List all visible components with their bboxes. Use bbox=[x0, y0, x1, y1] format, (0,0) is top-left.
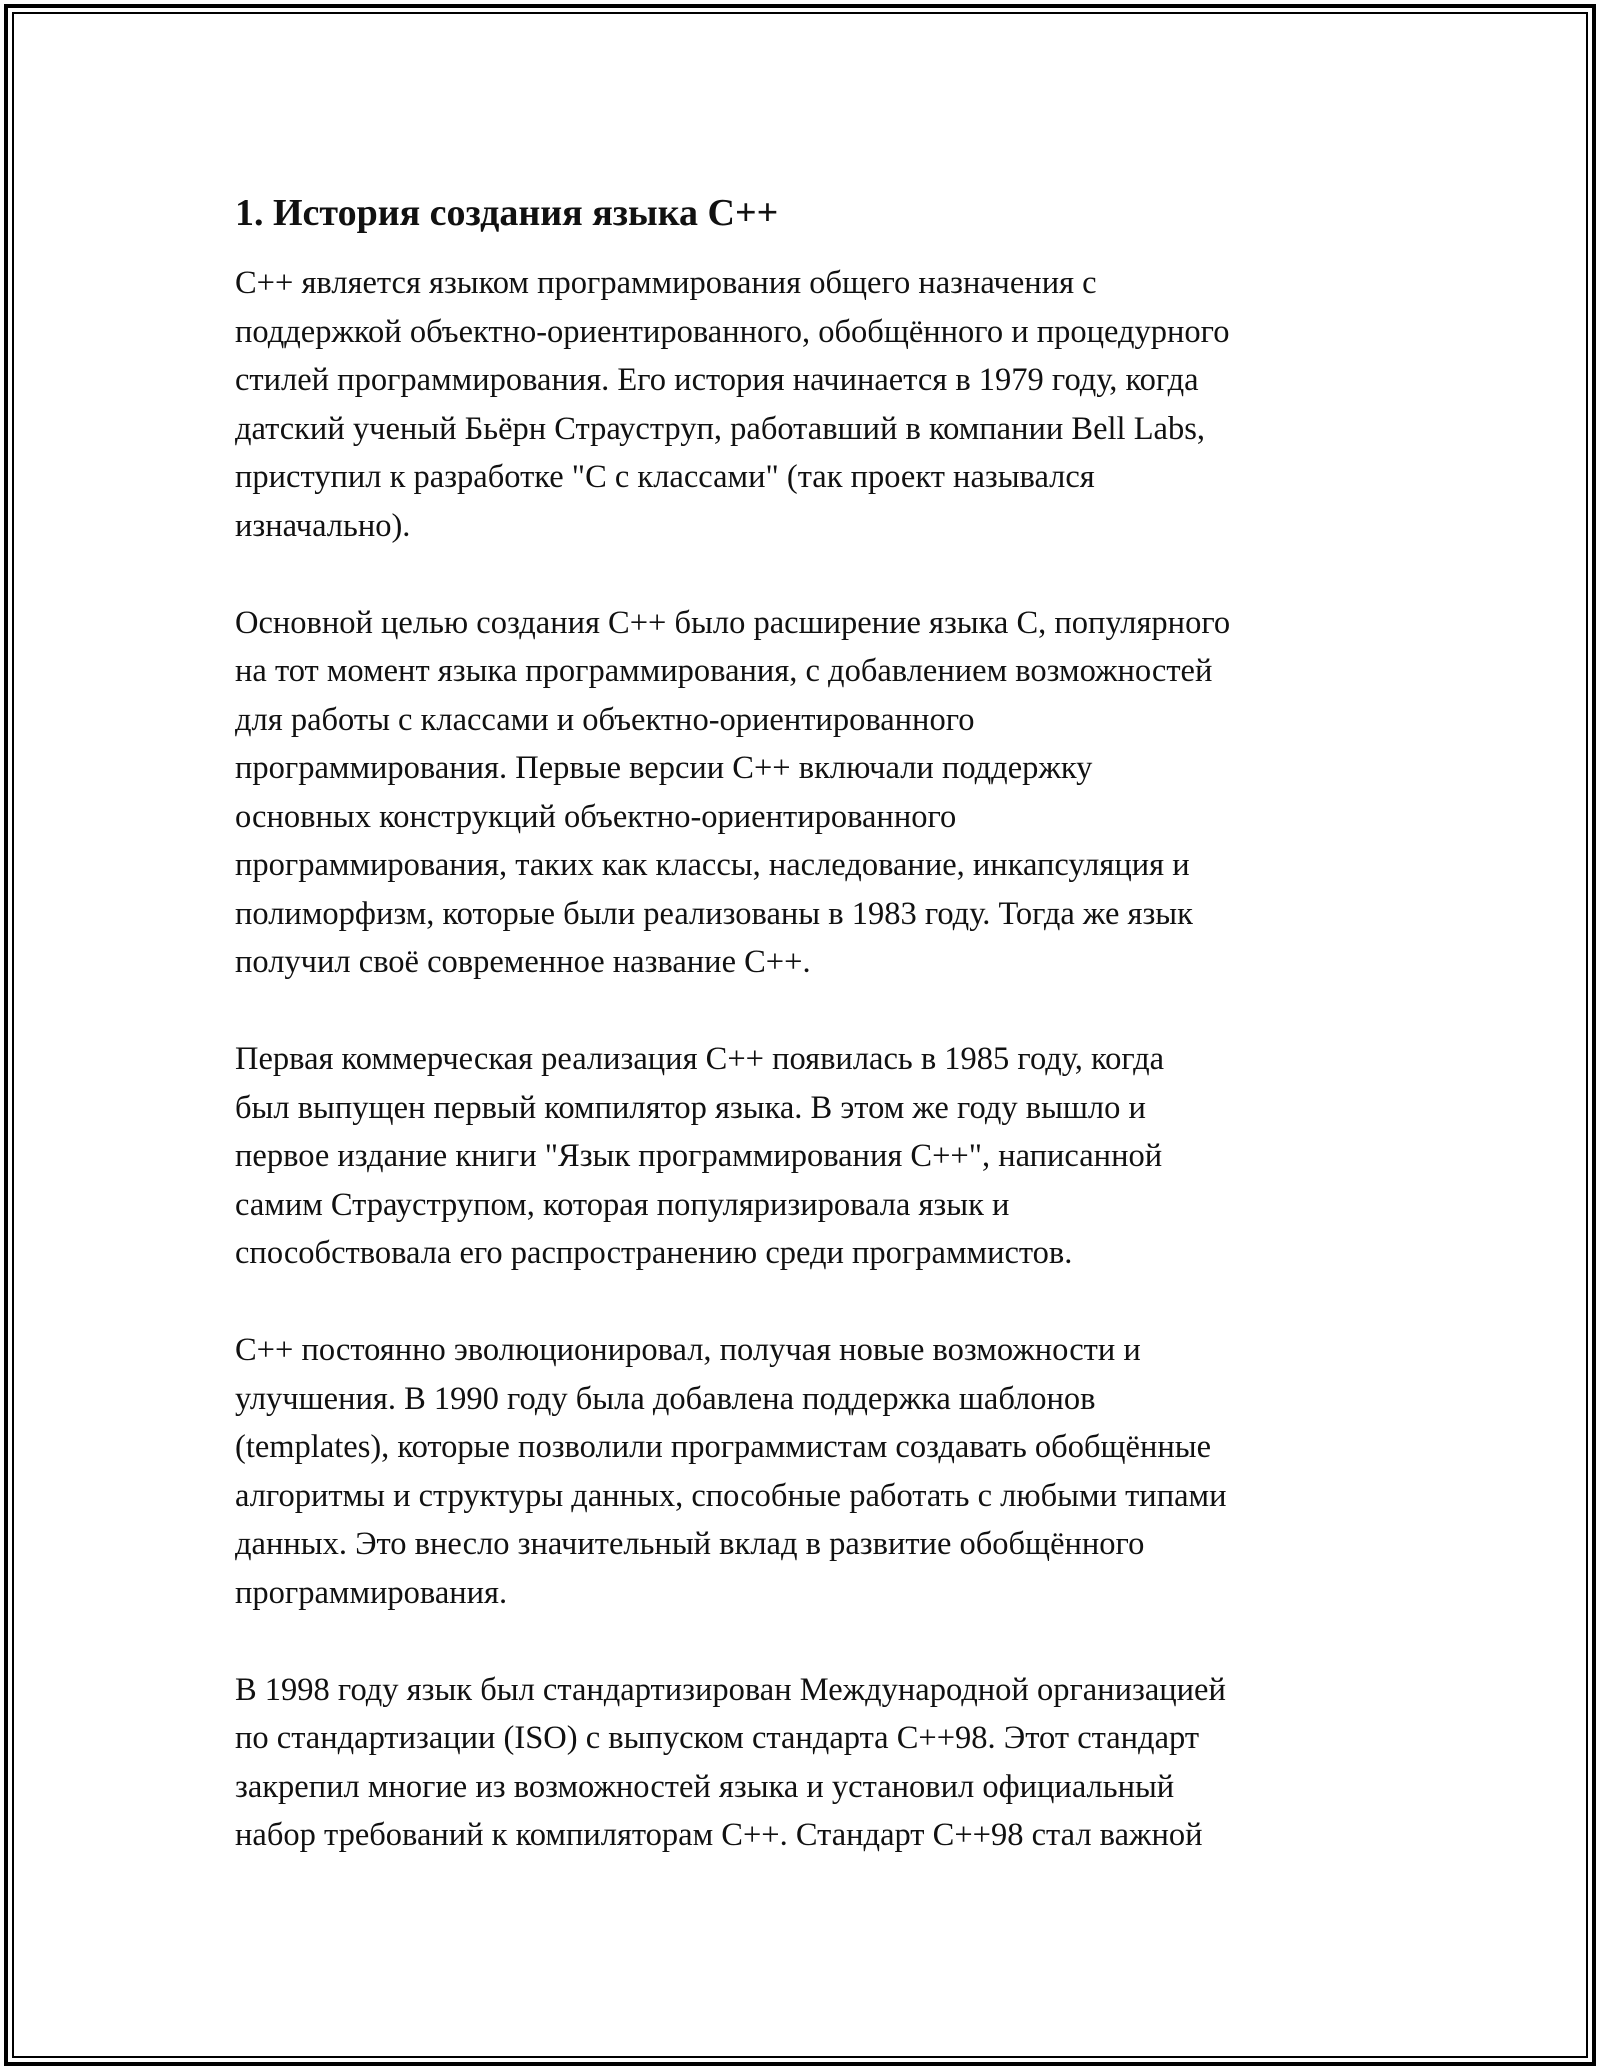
text-line: самим Страуструпом, которая популяризировала язык и bbox=[235, 1186, 1010, 1223]
paragraph-3 bbox=[235, 1035, 1375, 1278]
text-line: Основной целью создания С++ было расширение языка С, популярного bbox=[235, 604, 1231, 641]
text-line: способствовала его распространению среди программистов. bbox=[235, 1235, 1073, 1271]
document-body bbox=[235, 185, 1375, 1908]
text-line: основных конструкций объектно-ориентированного bbox=[235, 798, 957, 835]
text-line: полиморфизм, которые были реализованы в 1983 году. Тогда же язык bbox=[235, 895, 1193, 932]
paragraph-4 bbox=[235, 1326, 1375, 1617]
text-line: программирования. Первые версии С++ включали поддержку bbox=[235, 750, 1093, 786]
text-line: изначально). bbox=[235, 507, 411, 544]
text-line: по стандартизации (ISO) с выпуском стандарта С++98. Этот стандарт bbox=[235, 1720, 1200, 1756]
text-line: набор требований к компиляторам С++. Стандарт С++98 стал важной bbox=[235, 1817, 1203, 1853]
text-line: улучшения. В 1990 году была добавлена поддержка шаблонов bbox=[235, 1380, 1096, 1417]
paragraph-1 bbox=[235, 259, 1375, 550]
text-line: датский ученый Бьёрн Страуструп, работавший в компании Bell Labs, bbox=[235, 410, 1206, 447]
text-line: В 1998 году язык был стандартизирован Международной организацией bbox=[235, 1671, 1226, 1708]
text-line: приступил к разработке "С с классами" (так проект назывался bbox=[235, 459, 1095, 495]
text-line: на тот момент языка программирования, с добавлением возможностей bbox=[235, 653, 1213, 689]
text-line: первое издание книги "Язык программирования С++", написанной bbox=[235, 1138, 1163, 1174]
text-line: получил своё современное название С++. bbox=[235, 944, 811, 980]
text-line: был выпущен первый компилятор языка. В этом же году вышло и bbox=[235, 1089, 1146, 1126]
text-line: Первая коммерческая реализация С++ появилась в 1985 году, когда bbox=[235, 1041, 1165, 1077]
text-line: С++ постоянно эволюционировал, получая новые возможности и bbox=[235, 1332, 1141, 1368]
text-line: стилей программирования. Его история начинается в 1979 году, когда bbox=[235, 362, 1199, 398]
text-line: данных. Это внесло значительный вклад в развитие обобщённого bbox=[235, 1526, 1145, 1562]
text-line: (templates), которые позволили программистам создавать обобщённые bbox=[235, 1429, 1211, 1465]
text-line: для работы с классами и объектно-ориентированного bbox=[235, 701, 975, 738]
text-line: С++ является языком программирования общего назначения с bbox=[235, 265, 1097, 301]
paragraph-5 bbox=[235, 1666, 1375, 1860]
text-line: программирования, таких как классы, наследование, инкапсуляция и bbox=[235, 847, 1190, 883]
text-line: программирования. bbox=[235, 1574, 508, 1611]
text-line: алгоритмы и структуры данных, способные работать с любыми типами bbox=[235, 1477, 1227, 1514]
section-heading: 1. История создания языка С++ bbox=[235, 192, 779, 234]
text-line: поддержкой объектно-ориентированного, обобщённого и процедурного bbox=[235, 313, 1230, 350]
text-line: закрепил многие из возможностей языка и установил официальный bbox=[235, 1768, 1175, 1805]
paragraph-2 bbox=[235, 599, 1375, 987]
